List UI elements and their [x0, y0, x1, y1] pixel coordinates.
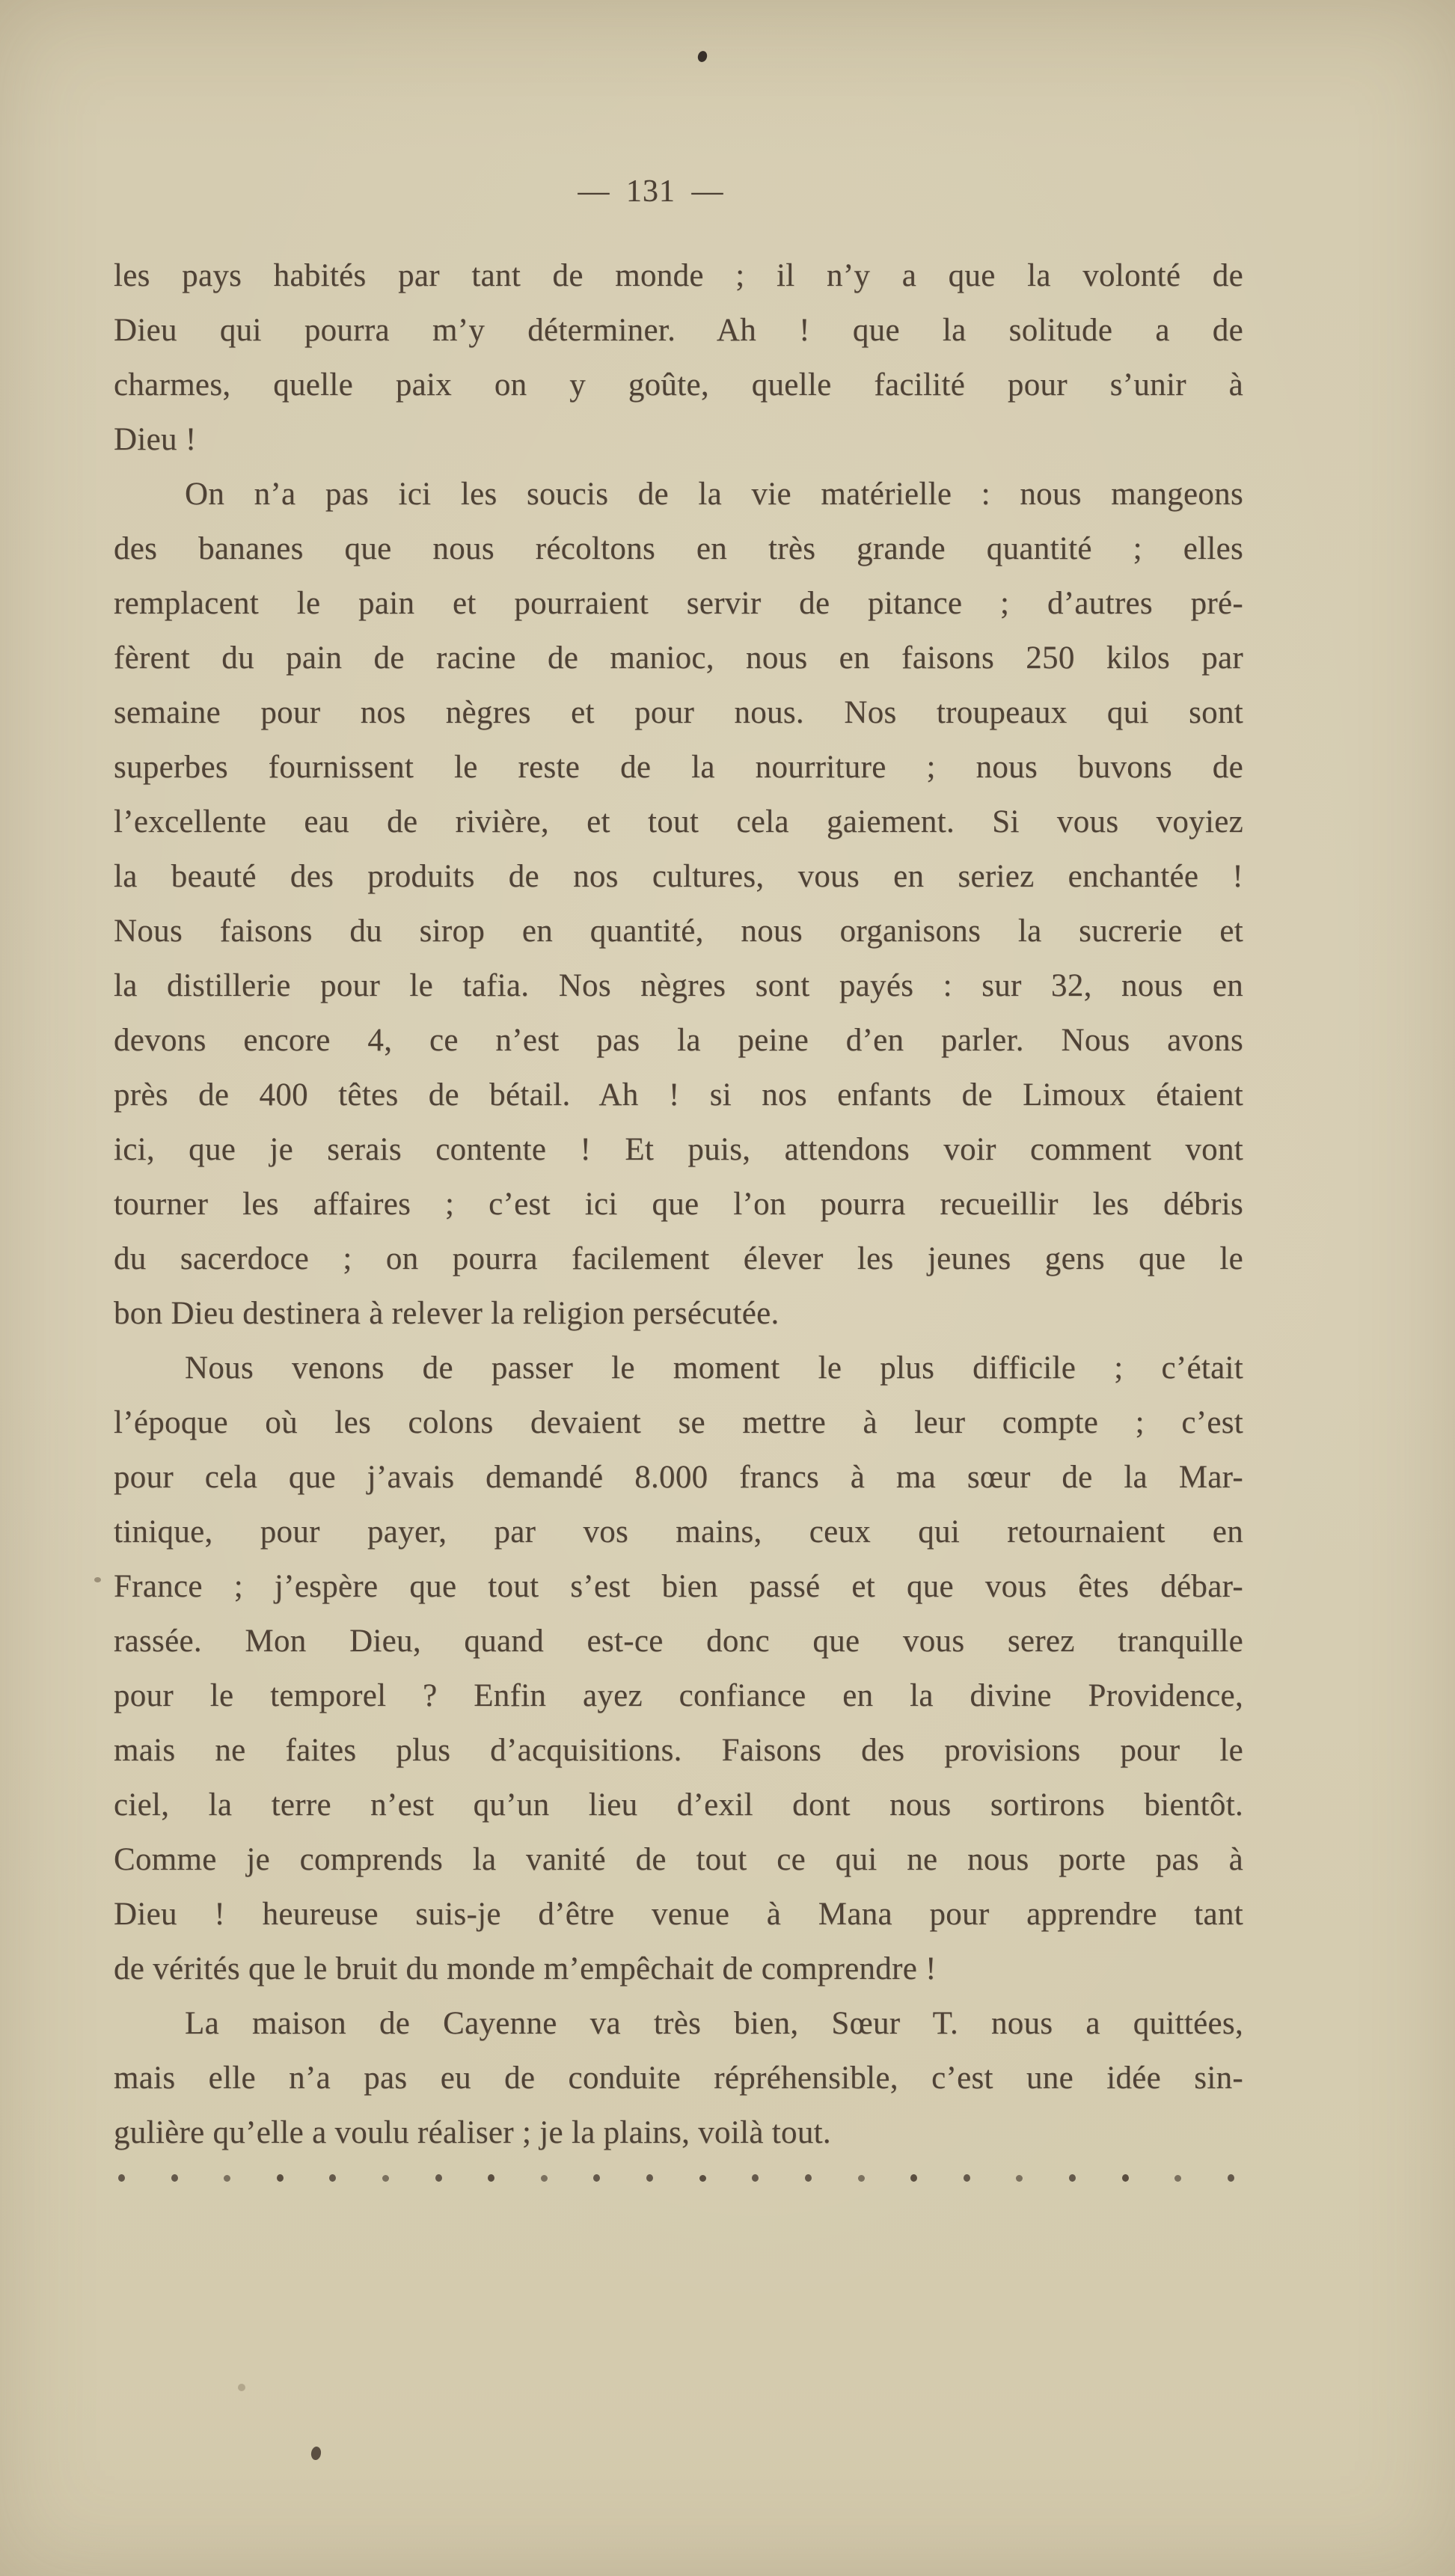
- text-line: Nous faisons du sirop en quantité, nous organisons la sucrerie et: [114, 914, 1243, 949]
- text-line: pour le temporel ? Enfin ayez confiance en la divine Providence,: [114, 1678, 1243, 1713]
- text-line: mais elle n’a pas eu de conduite répréhensible, c’est une idée sin-: [114, 2061, 1243, 2096]
- ink-speck-faint: [238, 2384, 245, 2391]
- leader-dot: [118, 2174, 125, 2182]
- leader-dot: [382, 2175, 389, 2182]
- text-line: près de 400 têtes de bétail. Ah ! si nos enfants de Limoux étaient: [114, 1077, 1243, 1113]
- text-line: Nous venons de passer le moment le plus difficile ; c’était: [185, 1350, 1243, 1386]
- ink-dot-top: [696, 50, 708, 64]
- leader-dot: [805, 2174, 812, 2182]
- leader-dot: [1016, 2175, 1023, 2182]
- text-line: Dieu ! heureuse suis-je d’être venue à Mana pour apprendre tant: [114, 1897, 1243, 1932]
- text-line: du sacerdoce ; on pourra facilement élever les jeunes gens que le: [114, 1241, 1243, 1276]
- leader-dot: [488, 2174, 494, 2182]
- leader-dot: [1122, 2174, 1129, 2182]
- leader-dot: [277, 2174, 284, 2182]
- text-line: devons encore 4, ce n’est pas la peine d’en parler. Nous avons: [114, 1023, 1243, 1058]
- text-line: les pays habités par tant de monde ; il n’y a que la volonté de: [114, 258, 1243, 293]
- page-number-header: — 131 —: [578, 174, 724, 209]
- text-line: des bananes que nous récoltons en très grande quantité ; elles: [114, 531, 1243, 566]
- text-line: semaine pour nos nègres et pour nous. Nos troupeaux qui sont: [114, 695, 1243, 730]
- leader-dot: [224, 2175, 230, 2182]
- leader-dot: [1069, 2174, 1076, 2182]
- leader-dot: [858, 2175, 865, 2182]
- page-text: [114, 248, 1243, 2160]
- leader-dot: [910, 2174, 917, 2182]
- text-line: Comme je comprends la vanité de tout ce qui ne nous porte pas à: [114, 1842, 1243, 1877]
- text-line: France ; j’espère que tout s’est bien passé et que vous êtes débar-: [114, 1569, 1243, 1604]
- text-line: ciel, la terre n’est qu’un lieu d’exil dont nous sortirons bientôt.: [114, 1787, 1243, 1823]
- leader-dot: [964, 2174, 970, 2182]
- leader-dot: [699, 2175, 706, 2182]
- text-line: superbes fournissent le reste de la nourriture ; nous buvons de: [114, 750, 1243, 785]
- leader-dot: [646, 2174, 653, 2182]
- leader-dot: [752, 2174, 759, 2182]
- text-line: la distillerie pour le tafia. Nos nègres sont payés : sur 32, nous en: [114, 968, 1243, 1003]
- text-line: pour cela que j’avais demandé 8.000 francs à ma sœur de la Mar-: [114, 1460, 1243, 1495]
- text-line: rassée. Mon Dieu, quand est-ce donc que vous serez tranquille: [114, 1624, 1243, 1659]
- leader-dot: [1174, 2175, 1181, 2182]
- text-line: Dieu qui pourra m’y déterminer. Ah ! que la solitude a de: [114, 313, 1243, 348]
- leader-dot: [593, 2174, 600, 2182]
- text-line: gulière qu’elle a voulu réaliser ; je la plains, voilà tout.: [114, 2115, 831, 2150]
- text-line: Dieu !: [114, 422, 197, 457]
- text-line: charmes, quelle paix on y goûte, quelle facilité pour s’unir à: [114, 367, 1243, 403]
- text-line: l’excellente eau de rivière, et tout cela gaiement. Si vous voyiez: [114, 804, 1243, 839]
- text-line: de vérités que le bruit du monde m’empêchait de comprendre !: [114, 1951, 937, 1986]
- text-line: bon Dieu destinera à relever la religion persécutée.: [114, 1296, 779, 1331]
- leader-dot: [435, 2174, 442, 2182]
- text-line: mais ne faites plus d’acquisitions. Faisons des provisions pour le: [114, 1733, 1243, 1768]
- text-line: fèrent du pain de racine de manioc, nous en faisons 250 kilos par: [114, 640, 1243, 676]
- text-line: tinique, pour payer, par vos mains, ceux qui retournaient en: [114, 1514, 1243, 1549]
- text-line: On n’a pas ici les soucis de la vie matérielle : nous mangeons: [185, 477, 1243, 512]
- text-line: La maison de Cayenne va très bien, Sœur T. nous a quittées,: [185, 2006, 1243, 2041]
- text-line: la beauté des produits de nos cultures, vous en seriez enchantée !: [114, 859, 1243, 894]
- text-line: tourner les affaires ; c’est ici que l’on pourra recueillir les débris: [114, 1187, 1243, 1222]
- ink-speck-bottom: [310, 2446, 322, 2461]
- leader-dot: [1228, 2174, 1234, 2182]
- leader-dot: [541, 2175, 548, 2182]
- text-line: remplacent le pain et pourraient servir de pitance ; d’autres pré-: [114, 586, 1243, 621]
- ink-speck-margin: [94, 1577, 101, 1582]
- leader-dot: [171, 2174, 178, 2182]
- text-line: l’époque où les colons devaient se mettre à leur compte ; c’est: [114, 1405, 1243, 1440]
- leader-dot: [329, 2174, 336, 2182]
- dot-leader-row: [118, 2174, 1234, 2182]
- text-line: ici, que je serais contente ! Et puis, attendons voir comment vont: [114, 1132, 1243, 1167]
